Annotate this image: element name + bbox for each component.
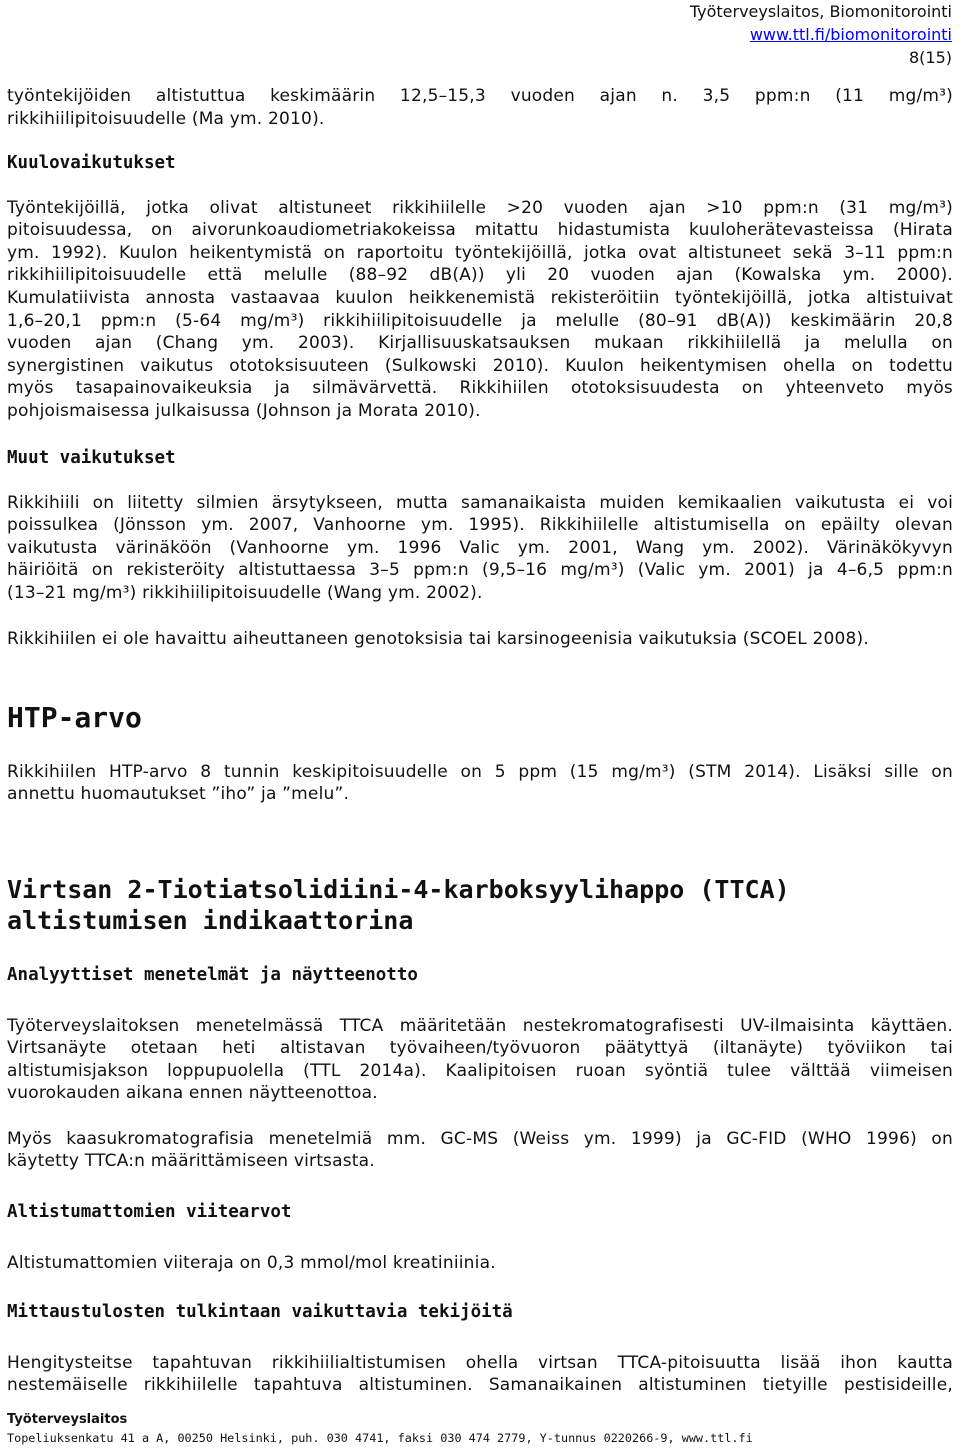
paragraph-line: häiriöitä on rekisteröity altistuttaessa 3–5 ppm:n (9,5–16 mg/m³) (Valic ym. 2001) ja 4–6,5 ppm:n	[7, 560, 953, 581]
paragraph-line: Työterveyslaitoksen menetelmässä TTCA määritetään nestekromatografisesti UV-ilmaisinta käyttäen.	[7, 1015, 953, 1036]
paragraph-line: (13–21 mg/m³) rikkihiilipitoisuudelle (Wang ym. 2002).	[7, 583, 483, 604]
section-heading-htp-value: HTP-arvo	[7, 701, 142, 734]
chapter-heading-ttca	[7, 874, 790, 936]
paragraph-line: Rikkihiili on liitetty silmien ärsytykseen, mutta samanaikaista muiden kemikaalien vaikutusta ei voi	[7, 492, 953, 513]
paragraph-line: rikkihiilipitoisuudelle (Ma ym. 2010).	[7, 108, 325, 129]
paragraph-line: Työntekijöillä, jotka olivat altistuneet rikkihiilelle >20 vuoden ajan >10 ppm:n (31 mg/m³)	[7, 197, 953, 218]
paragraph-other-effects-2	[7, 628, 953, 651]
biomonitoring-link[interactable]: www.ttl.fi/biomonitorointi	[749, 25, 952, 44]
section-heading-hearing-effects: Kuulovaikutukset	[7, 153, 176, 173]
page-number: 8(15)	[908, 48, 952, 67]
paragraph-htp-value	[7, 761, 953, 806]
paragraph-line: vuorokauden aikana ennen näytteenottoa.	[7, 1083, 378, 1104]
paragraph-line: käytetty TTCA:n määrittämiseen virtsasta.	[7, 1151, 375, 1172]
paragraph-intro	[7, 85, 953, 130]
paragraph-line: pitoisuudessa, on aivorunkoaudiometriakokeissa mitattu hidastumista kuuloherätevasteissa (Hirata	[7, 220, 953, 241]
section-heading-interpretation-factors: Mittaustulosten tulkintaan vaikuttavia tekijöitä	[7, 1302, 513, 1322]
footer-organization: Työterveyslaitos	[7, 1412, 128, 1427]
chapter-heading-line: altistumisen indikaattorina	[7, 905, 414, 935]
paragraph-line: työntekijöiden altistuttua keskimäärin 12,5–15,3 vuoden ajan n. 3,5 ppm:n (11 mg/m³)	[7, 86, 953, 106]
paragraph-line: poissulkea (Jönsson ym. 2007, Vanhoorne ym. 1995). Rikkihiilelle altistumisella on epäilty olevan	[7, 515, 953, 536]
paragraph-line: Kumulatiivista annosta vastaavaa kuulon heikkenemistä rekisteröitiin työntekijöillä, jotka altistuivat	[7, 288, 953, 309]
paragraph-other-effects-1	[7, 492, 953, 605]
header-link-container	[750, 25, 952, 45]
paragraph-line: nestemäiselle rikkihiilelle tapahtuva altistuminen. Samanaikainen altistuminen tietyille pestisideille,	[7, 1375, 953, 1396]
paragraph-interpretation-factors	[7, 1352, 953, 1397]
footer-address: Topeliuksenkatu 41 a A, 00250 Helsinki, puh. 030 4741, faksi 030 474 2779, Y-tunnus 0220266-9, www.ttl.fi	[7, 1431, 753, 1445]
chapter-heading-line: Virtsan 2-Tiotiatsolidiini-4-karboksyylihappo (TTCA)	[7, 874, 790, 904]
paragraph-line: rikkihiilipitoisuudelle että melulle (88–92 dB(A)) yli 20 vuoden ajan (Kowalska ym. 2000).	[7, 265, 953, 286]
paragraph-line: myös tasapainovaikeuksia ja silmävärvettä. Rikkihiilen ototoksisuudesta on yhteenveto myös	[7, 378, 953, 399]
paragraph-line: Myös kaasukromatografisia menetelmiä mm. GC-MS (Weiss ym. 1999) ja GC-FID (WHO 1996) on	[7, 1128, 953, 1149]
paragraph-line: Altistumattomien viiteraja on 0,3 mmol/mol kreatiniinia.	[7, 1252, 496, 1273]
paragraph-line: ym. 1992). Kuulon heikentymistä on raportoitu työntekijöillä, jotka ovat altistuneet sekä 3–11 ppm:n	[7, 242, 953, 263]
paragraph-line: vuoden ajan (Chang ym. 2003). Kirjallisuuskatsauksen mukaan rikkihiilellä ja melulla on	[7, 333, 953, 354]
paragraph-line: vaikutusta värinäköön (Vanhoorne ym. 1996 Valic ym. 2001, Wang ym. 2002). Värinäkökyvyn	[7, 537, 953, 558]
paragraph-hearing-effects	[7, 197, 953, 423]
paragraph-line: pohjoismaisessa julkaisussa (Johnson ja Morata 2010).	[7, 401, 481, 422]
paragraph-line: Rikkihiilen HTP-arvo 8 tunnin keskipitoisuudelle on 5 ppm (15 mg/m³) (STM 2014). Lisäksi sille on	[7, 761, 953, 782]
paragraph-line: Virtsanäyte otetaan heti altistavan työvaiheen/työvuoron päätyttyä (iltanäyte) työviikon tai	[7, 1038, 953, 1059]
paragraph-line: Hengitysteitse tapahtuvan rikkihiilialtistumisen ohella virtsan TTCA-pitoisuutta lisää ihon kautta	[7, 1352, 953, 1373]
paragraph-line: altistumisjakson loppupuolella (TTL 2014a). Kaalipitoisen ruoan syöntiä tulee välttää viimeisen	[7, 1060, 953, 1081]
paragraph-methods-1	[7, 1015, 953, 1105]
paragraph-line: synergistinen vaikutus ototoksisuuteen (Sulkowski 2010). Kuulon heikentymisen ohella on todettu	[7, 355, 953, 376]
section-heading-other-effects: Muut vaikutukset	[7, 448, 176, 468]
paragraph-line: 1,6–20,1 ppm:n (5-64 mg/m³) rikkihiilipitoisuudelle ja melulle (80–91 dB(A)) keskimäärin 20,8	[7, 310, 953, 331]
paragraph-reference-values	[7, 1252, 953, 1275]
paragraph-line: Rikkihiilen ei ole havaittu aiheuttaneen genotoksisia tai karsinogeenisia vaikutuksia (SCOEL 2008).	[7, 628, 869, 649]
paragraph-methods-2	[7, 1128, 953, 1173]
header-title: Työterveyslaitos, Biomonitorointi	[689, 2, 952, 21]
section-heading-methods: Analyyttiset menetelmät ja näytteenotto	[7, 965, 418, 985]
section-heading-reference-values: Altistumattomien viitearvot	[7, 1202, 292, 1222]
paragraph-line: annettu huomautukset ”iho” ja ”melu”.	[7, 784, 350, 805]
